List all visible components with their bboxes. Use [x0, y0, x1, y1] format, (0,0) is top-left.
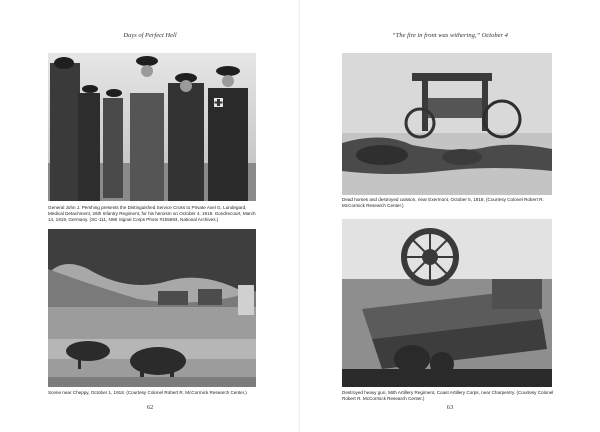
- caption-pershing-ceremony: General John J. Pershing presents the Distinguished Service Cross to Private Axel G. Lundegard, Medical Detachment, 26th Infantry Regiment, for his heroism on October 4, 1918. Gondrecourt, March 14, 1919, Germany. (SC-111, NWI Signal Corps Photo #155693, National Archives.): [48, 205, 256, 222]
- right-page: [300, 0, 600, 432]
- running-head-right: “The fire in front was withering,” October 4: [392, 32, 508, 39]
- photo-cheppy-scene: [48, 229, 256, 387]
- caption-cheppy-scene: Scene near Cheppy, October 1, 1918. (Courtesy Colonel Robert R. McCormick Research Center.): [48, 390, 247, 395]
- photo-destroyed-caisson: [342, 53, 552, 195]
- page-number-right: 63: [446, 404, 454, 411]
- photo-pershing-ceremony: [48, 53, 256, 201]
- caption-destroyed-heavy-gun: Destroyed heavy gun, 56th Artillery Regiment, Coast Artillery Corps, near Charpentry. (Courtesy Colonel Robert R. McCormick Research Center.): [342, 390, 554, 401]
- page-number-left: 62: [146, 404, 154, 411]
- running-head-left: Days of Perfect Hell: [123, 32, 177, 39]
- photo-destroyed-heavy-gun: [342, 219, 552, 387]
- caption-destroyed-caisson: Dead horses and destroyed caisson, near Exermont, October 5, 1918. (Courtesy Colonel Robert R. McCormick Research Center.): [342, 197, 544, 208]
